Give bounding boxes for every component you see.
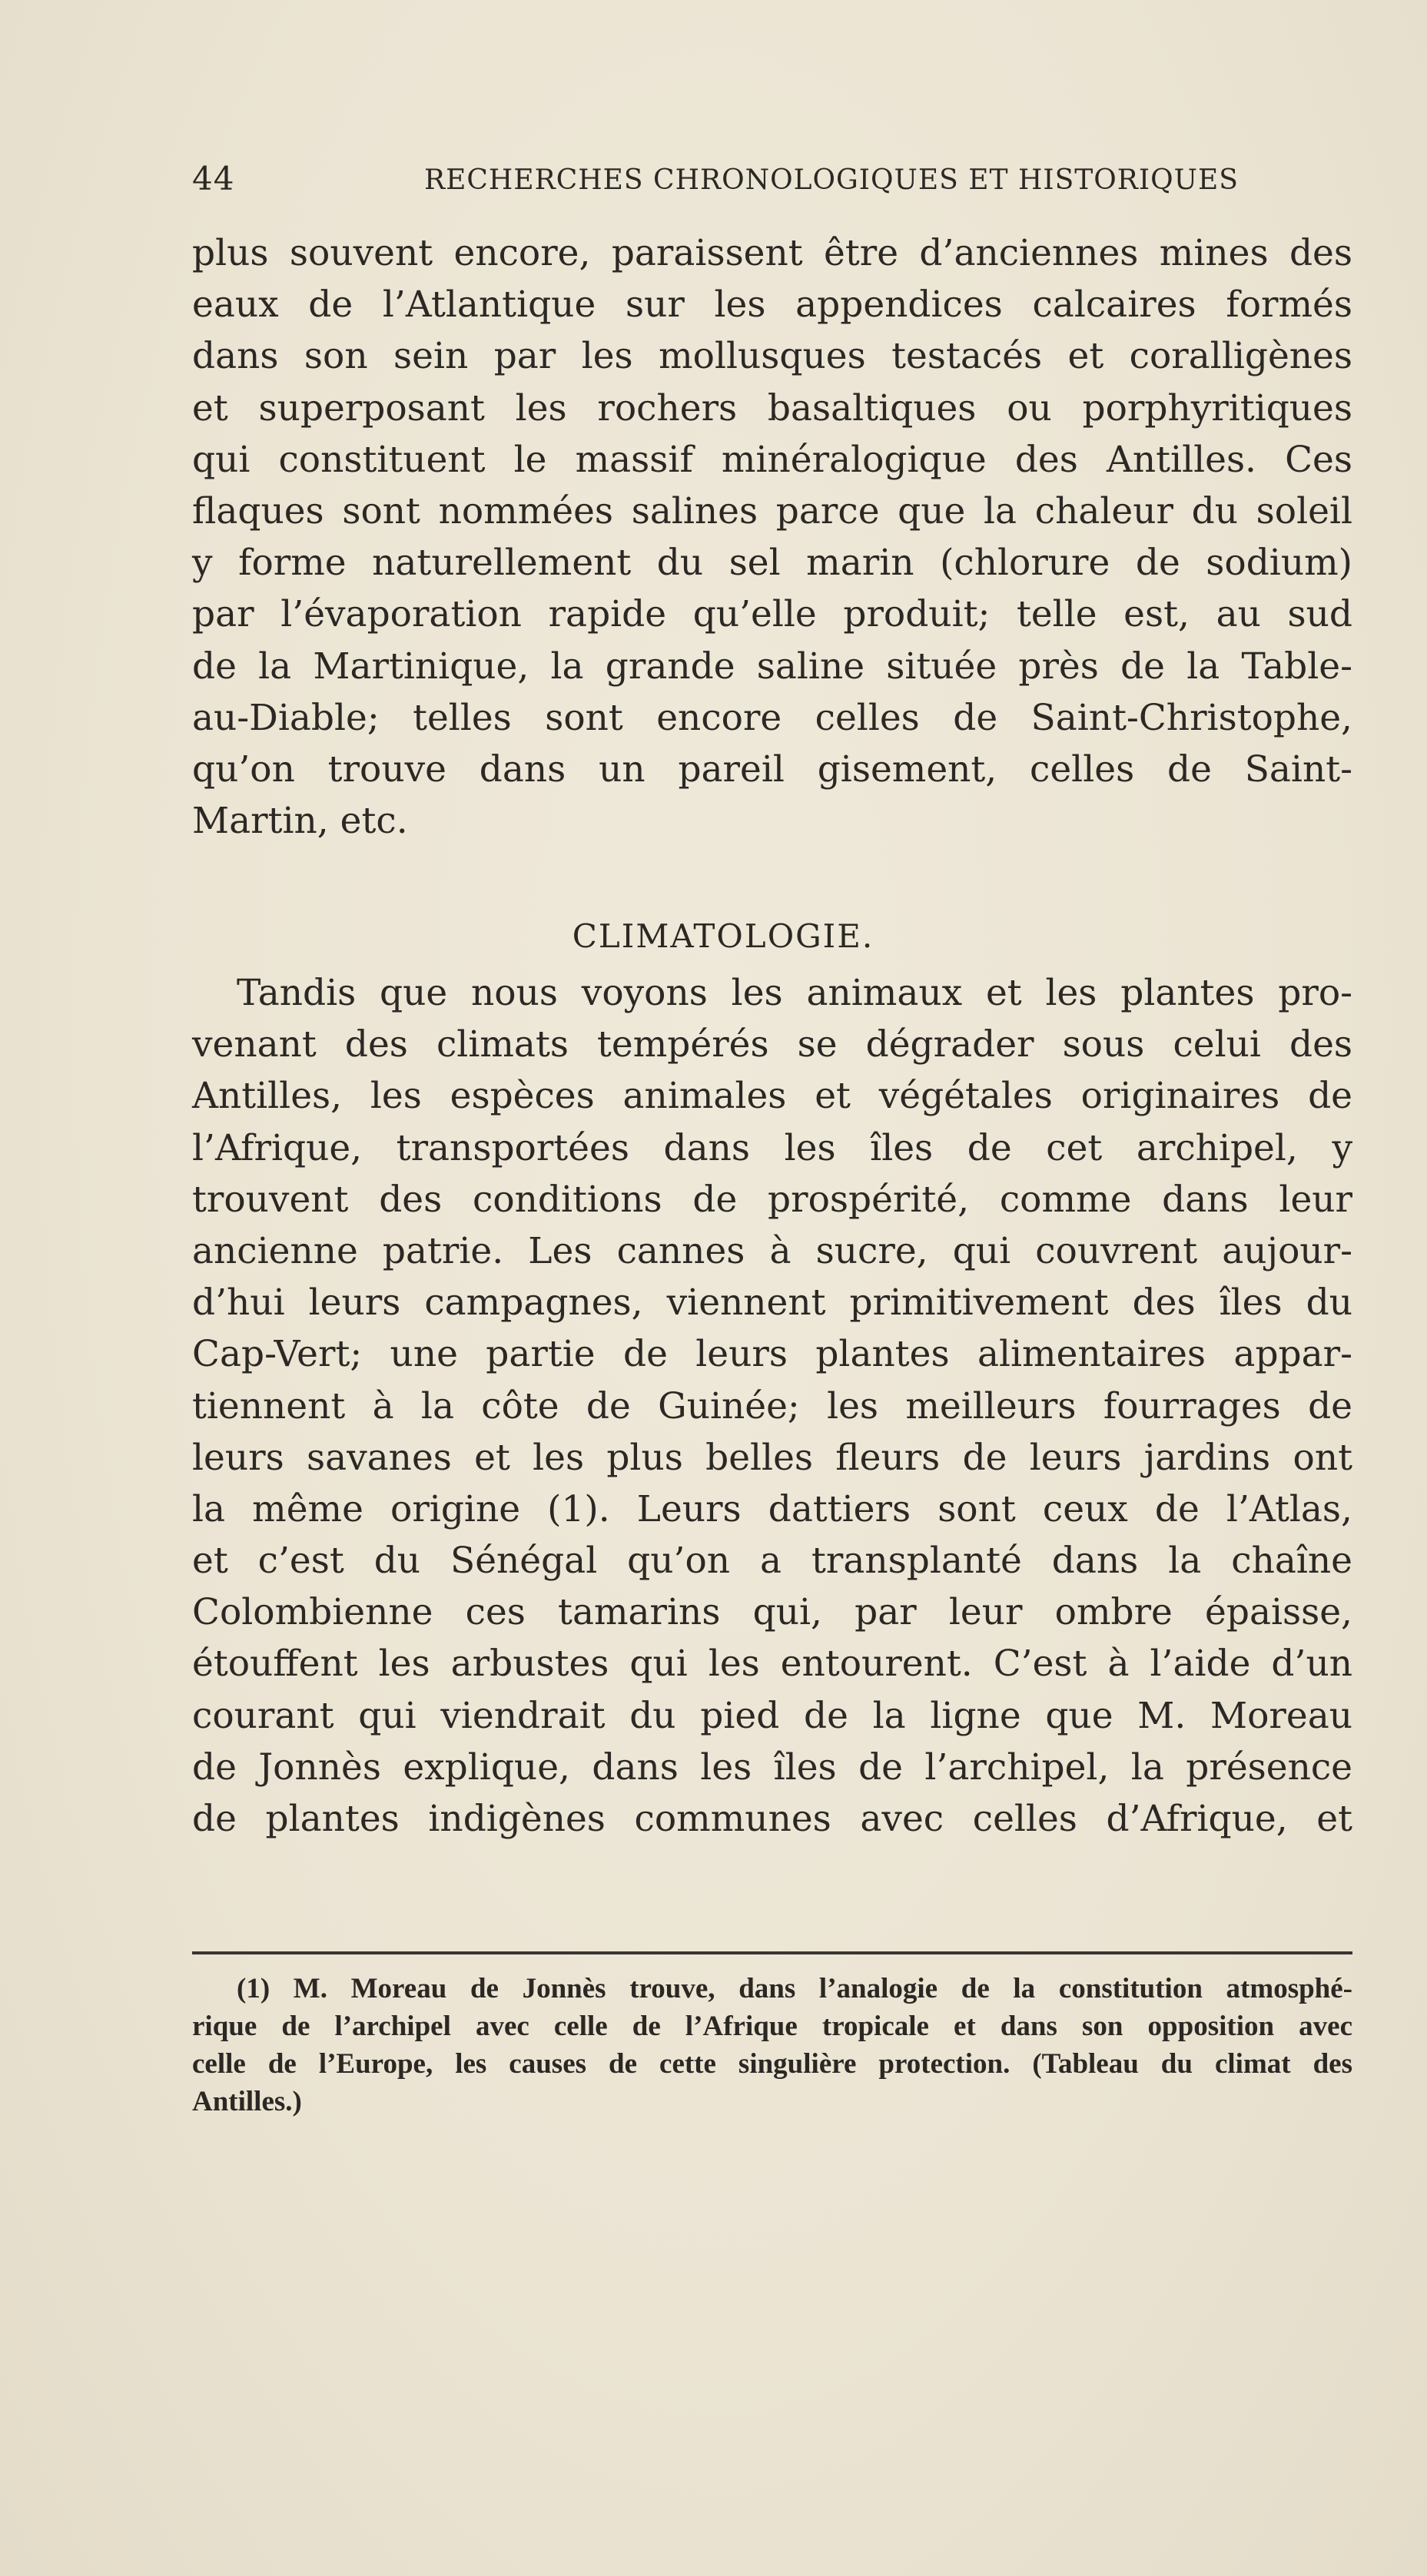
text-line: Cap-Vert; une partie de leurs plantes alimentaires appar- (192, 1333, 1352, 1376)
text-line: par l’évaporation rapide qu’elle produit; telle est, au sud (192, 593, 1352, 636)
footnote-line: celle de l’Europe, les causes de cette singulière protection. (Tableau du climat des (192, 2048, 1352, 2080)
text-line: tiennent à la côte de Guinée; les meilleurs fourrages de (192, 1384, 1352, 1427)
text-line: venant des climats tempérés se dégrader sous celui des (192, 1023, 1352, 1066)
section-title: CLIMATOLOGIE. (572, 917, 874, 955)
text-line: y forme naturellement du sel marin (chlorure de sodium) (192, 542, 1352, 585)
text-line: courant qui viendrait du pied de la ligne que M. Moreau (192, 1694, 1352, 1737)
text-line: de la Martinique, la grande saline située près de la Table- (192, 645, 1352, 688)
footnote-divider (192, 1951, 1352, 1954)
text-line: l’Afrique, transportées dans les îles de cet archipel, y (192, 1126, 1352, 1169)
text-line: d’hui leurs campagnes, viennent primitivement des îles du (192, 1281, 1352, 1324)
text-line: et c’est du Sénégal qu’on a transplanté dans la chaîne (192, 1540, 1352, 1583)
paragraph-salines (192, 227, 1352, 847)
paragraph-climatologie (192, 967, 1352, 1845)
text-line: plus souvent encore, paraissent être d’anciennes mines des (192, 232, 1352, 274)
text-line: Martin, etc. (192, 800, 408, 843)
text-line: leurs savanes et les plus belles fleurs de leurs jardins ont (192, 1436, 1352, 1479)
text-line: ancienne patrie. Les cannes à sucre, qui couvrent aujour- (192, 1229, 1352, 1272)
text-line: Colombienne ces tamarins qui, par leur ombre épaisse, (192, 1591, 1352, 1634)
text-line: de plantes indigènes communes avec celles d’Afrique, et (192, 1798, 1352, 1840)
footnote (192, 1970, 1352, 2120)
text-line: flaques sont nommées salines parce que la chaleur du soleil (192, 489, 1352, 532)
text-line: eaux de l’Atlantique sur les appendices calcaires formés (192, 283, 1352, 327)
text-line: trouvent des conditions de prospérité, comme dans leur (192, 1178, 1352, 1221)
text-line: qui constituent le massif minéralogique des Antilles. Ces (192, 438, 1352, 481)
text-line: au-Diable; telles sont encore celles de Saint-Christophe, (192, 696, 1352, 739)
text-line: Tandis que nous voyons les animaux et les plantes pro- (237, 972, 1352, 1014)
text-line: étouffent les arbustes qui les entourent. C’est à l’aide d’un (192, 1643, 1352, 1686)
text-line: dans son sein par les mollusques testacés et coralligènes (192, 335, 1352, 378)
text-line: de Jonnès explique, dans les îles de l’archipel, la présence (192, 1746, 1352, 1789)
page-header (192, 160, 1352, 206)
footnote-line: rique de l’archipel avec celle de l’Afrique tropicale et dans son opposition avec (192, 2011, 1352, 2042)
text-line: Antilles, les espèces animales et végétales originaires de (192, 1075, 1352, 1118)
page-number: 44 (192, 160, 235, 197)
running-head: RECHERCHES CHRONOLOGIQUES ET HISTORIQUES (424, 164, 1239, 196)
text-line: qu’on trouve dans un pareil gisement, celles de Saint- (192, 748, 1352, 791)
text-line: la même origine (1). Leurs dattiers sont ceux de l’Atlas, (192, 1487, 1352, 1530)
footnote-line: (1) M. Moreau de Jonnès trouve, dans l’analogie de la constitution atmosphé- (237, 1973, 1352, 2004)
text-line: et superposant les rochers basaltiques ou porphyritiques (192, 386, 1352, 429)
footnote-line: Antilles.) (192, 2086, 302, 2117)
